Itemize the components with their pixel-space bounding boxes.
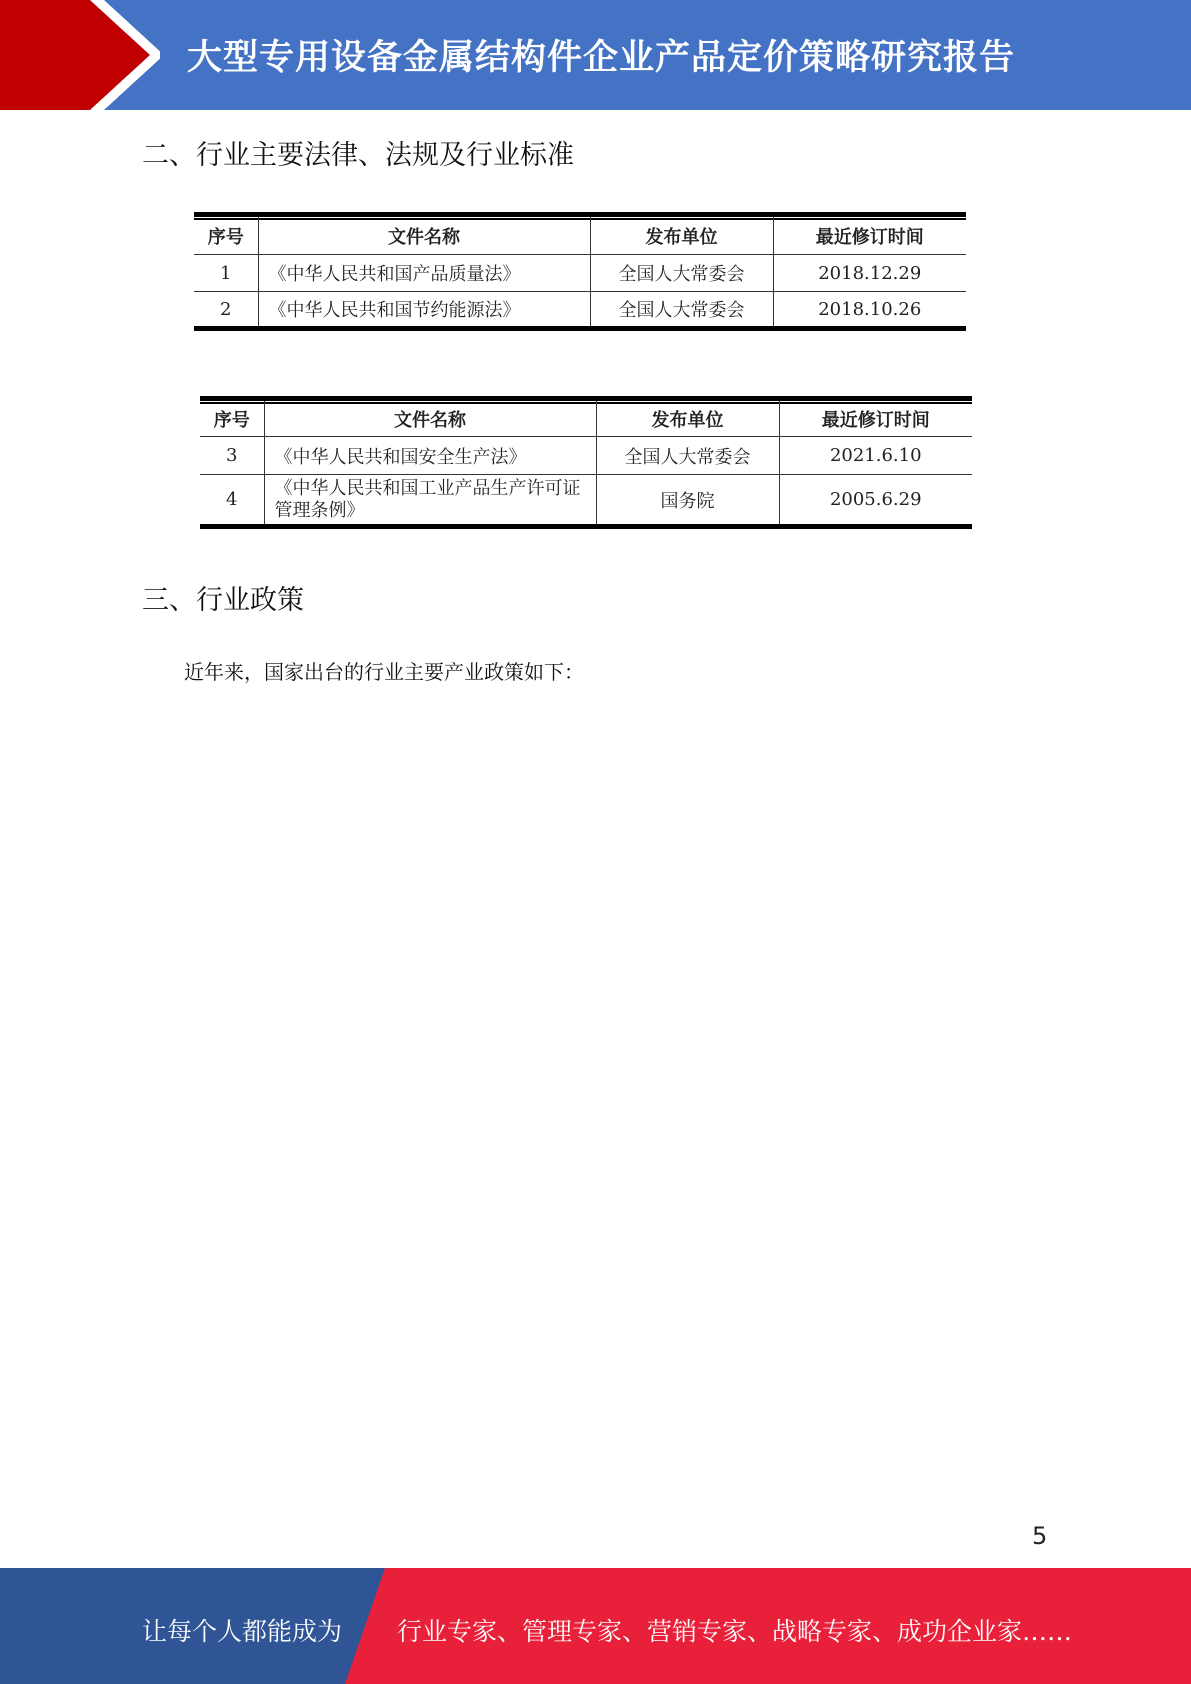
policy-intro-paragraph: 近年来，国家出台的行业主要产业政策如下： <box>184 660 584 684</box>
page-header <box>0 0 1191 110</box>
page-number: 5 <box>1032 1522 1048 1550</box>
cell-date: 2005.6.29 <box>779 475 972 527</box>
cell-no: 1 <box>194 255 258 292</box>
col-header-issuer: 发布单位 <box>590 215 773 255</box>
table-row <box>194 292 966 329</box>
cell-no: 4 <box>200 475 264 527</box>
laws-table-2 <box>200 396 972 529</box>
cell-issuer: 全国人大常委会 <box>590 292 773 329</box>
table-row <box>200 475 972 527</box>
col-header-date: 最近修订时间 <box>779 399 972 437</box>
cell-name: 《中华人民共和国工业产品生产许可证管理条例》 <box>264 475 596 527</box>
col-header-issuer: 发布单位 <box>596 399 779 437</box>
cell-date: 2018.12.29 <box>773 255 966 292</box>
footer-slogan-right: 行业专家、管理专家、营销专家、战略专家、成功企业家…… <box>397 1617 1073 1646</box>
cell-no: 2 <box>194 292 258 329</box>
section-title-policy: 三、行业政策 <box>142 585 304 616</box>
cell-name: 《中华人民共和国节约能源法》 <box>258 292 590 329</box>
header-chevron-icon <box>0 0 160 110</box>
section-title-laws: 二、行业主要法律、法规及行业标准 <box>142 140 574 171</box>
cell-no: 3 <box>200 437 264 475</box>
cell-date: 2021.6.10 <box>779 437 972 475</box>
table-header-row <box>194 215 966 255</box>
col-header-no: 序号 <box>200 399 264 437</box>
cell-issuer: 全国人大常委会 <box>596 437 779 475</box>
cell-issuer: 全国人大常委会 <box>590 255 773 292</box>
footer-slogan-left: 让每个人都能成为 <box>142 1617 343 1646</box>
cell-date: 2018.10.26 <box>773 292 966 329</box>
cell-name: 《中华人民共和国安全生产法》 <box>264 437 596 475</box>
col-header-date: 最近修订时间 <box>773 215 966 255</box>
header-title: 大型专用设备金属结构件企业产品定价策略研究报告 <box>187 38 1016 78</box>
table-header-row <box>200 399 972 437</box>
cell-name: 《中华人民共和国产品质量法》 <box>258 255 590 292</box>
table-row <box>194 255 966 292</box>
cell-issuer: 国务院 <box>596 475 779 527</box>
page-footer <box>0 1568 1191 1684</box>
table-row <box>200 437 972 475</box>
laws-table-1 <box>194 212 966 331</box>
col-header-name: 文件名称 <box>258 215 590 255</box>
col-header-name: 文件名称 <box>264 399 596 437</box>
col-header-no: 序号 <box>194 215 258 255</box>
